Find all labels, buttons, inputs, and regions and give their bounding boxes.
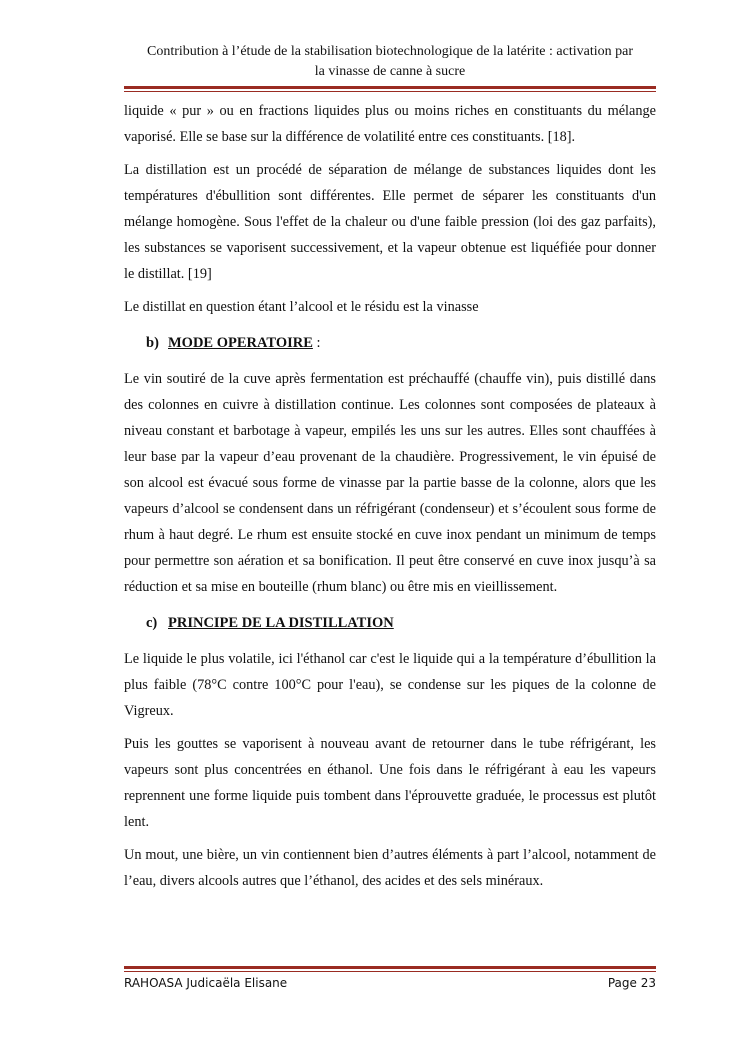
paragraph: La distillation est un procédé de séparation de mélange de substances liquides dont les températures d'ébullition sont différentes. Elle permet de séparer les constituants d'un mélange homogène. Sous l'effet de la chaleur ou d'une faible pression (loi des gaz parfaits), les substances se vaporisent successivement, et la vapeur obtenue est liquéfiée pour donner le distillat. [19] [124,162,656,282]
section-marker: c) [146,615,158,631]
paragraph: Puis les gouttes se vaporisent à nouveau avant de retourner dans le tube réfrigérant, les vapeurs sont plus concentrées en éthanol. Une fois dans le réfrigérant à eau les vapeurs reprennent une forme liquide puis tombent dans l'éprouvette graduée, le processus est plutôt lent. [124,736,656,830]
page-number: Page 23 [607,976,656,990]
paragraph: Le liquide le plus volatile, ici l'éthanol car c'est le liquide qui a la température d’ébullition la plus faible (78°C contre 100°C pour l'eau), se condense sur les piques de la colonne de Vigreux. [124,651,656,719]
paragraph: Le vin soutiré de la cuve après fermentation est préchauffé (chauffe vin), puis distillé dans des colonnes en cuivre à distillation continue. Les colonnes sont composées de plateaux à niveau constant et barbotage à vapeur, empilés les uns sur les autres. Elles sont chauffées à leur base par la vapeur d’eau provenant de la chaudière. Progressivement, le vin épuisé de son alcool est évacué sous forme de vinasse par la partie basse de la colonne, alors que les vapeurs d’alcool se condensent dans un réfrigérant (condenseur) et s’écoulent sous forme de rhum à haut degré. Le rhum est ensuite stocké en cuve inox pendant un minimum de temps pour permettre son aération et sa bonification. Il peut être conservé en cuve inox jusqu’à sa réduction et sa mise en bouteille (rhum blanc) ou être mis en vieillissement. [124,371,656,595]
running-header [124,42,656,82]
section-title: PRINCIPE DE LA DISTILLATION [168,615,394,631]
paragraph: Le distillat en question étant l’alcool et le résidu est la vinasse [124,299,479,315]
paragraph: liquide « pur » ou en fractions liquides plus ou moins riches en constituants du mélange vaporisé. Elle se base sur la différence de volatilité entre ces constituants. [18]. [124,103,656,145]
header-line-1: Contribution à l’étude de la stabilisation biotechnologique de la latérite : activation par [147,44,633,59]
footer-rule [124,966,656,972]
section-heading-mode-operatoire [146,333,656,353]
section-title-suffix: : [312,335,321,351]
header-line-2: la vinasse de canne à sucre [314,64,466,79]
footer-author: RAHOASA Judicaëla Elisane [124,976,288,990]
section-marker: b) [146,335,159,351]
paragraph: Un mout, une bière, un vin contiennent bien d’autres éléments à part l’alcool, notamment de l’eau, divers alcools autres que l’éthanol, des acides et des sels minéraux. [124,847,656,889]
section-heading-principe-distillation [146,613,656,633]
page-body [124,98,656,901]
section-title: MODE OPERATOIRE [168,335,313,351]
header-rule [124,86,656,92]
